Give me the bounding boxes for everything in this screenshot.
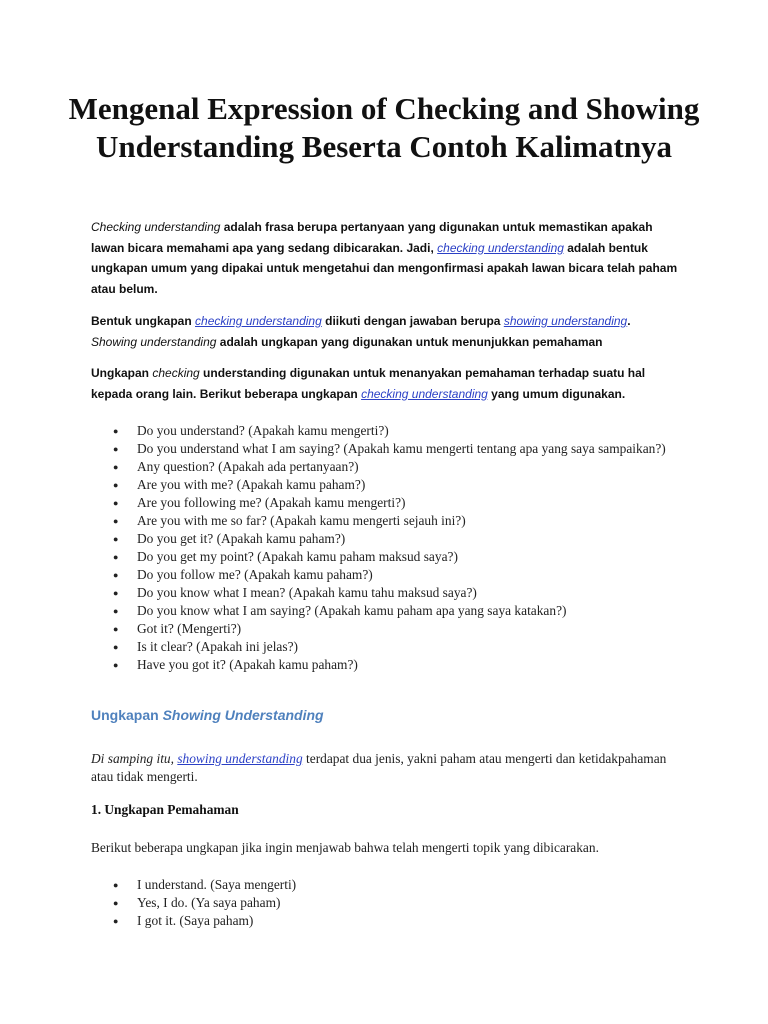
list-item-text: Yes, I do. (Ya saya paham) — [137, 895, 281, 910]
list-item-text: Any question? (Apakah ada pertanyaan?) — [137, 459, 359, 474]
bullet-icon: ● — [113, 660, 119, 670]
form-text: Bentuk ungkapan — [91, 314, 196, 328]
pemahaman-intro: Berikut beberapa ungkapan jika ingin menjawab bahwa telah mengerti topik yang dibicarakan. — [91, 840, 599, 855]
form-paragraph — [91, 311, 681, 352]
list-item-text: Are you following me? (Apakah kamu mengerti?) — [137, 495, 406, 510]
showing-understanding-link-2[interactable]: showing understanding — [177, 751, 303, 766]
bullet-icon: ● — [113, 880, 119, 890]
list-item-text: Do you know what I mean? (Apakah kamu tahu maksud saya?) — [137, 585, 477, 600]
list-item — [91, 548, 671, 566]
types-paragraph — [91, 750, 681, 786]
types-text: Di samping itu, — [91, 751, 178, 766]
bullet-icon: ● — [113, 642, 119, 652]
term-showing-understanding: Showing understanding — [91, 334, 217, 349]
bullet-icon: ● — [113, 498, 119, 508]
list-item — [91, 912, 671, 930]
checking-expressions-list — [91, 422, 671, 674]
list-item — [91, 458, 671, 476]
showing-expressions-list — [91, 876, 671, 930]
usage-text-2: understanding digunakan untuk menanyakan pemahaman terhadap suatu hal kepada orang lain. Berikut beberapa ungkapan — [91, 366, 646, 401]
list-item — [91, 476, 671, 494]
form-text-2: diikuti dengan jawaban berupa — [321, 314, 504, 328]
list-item-text: Do you follow me? (Apakah kamu paham?) — [137, 567, 373, 582]
bullet-icon: ● — [113, 480, 119, 490]
list-item — [91, 512, 671, 530]
bullet-icon: ● — [113, 570, 119, 580]
list-item — [91, 584, 671, 602]
list-item-text: Do you understand? (Apakah kamu mengerti?) — [137, 423, 389, 438]
list-item-text: Are you with me so far? (Apakah kamu mengerti sejauh ini?) — [137, 513, 466, 528]
list-item — [91, 638, 671, 656]
intro-text-end: adalah bentuk ungkapan umum yang dipakai untuk mengetahui dan mengonfirmasi apakah lawan bicara telah paham atau belum. — [91, 240, 678, 296]
bullet-icon: ● — [113, 534, 119, 544]
list-item-text: Do you get it? (Apakah kamu paham?) — [137, 531, 346, 546]
list-item — [91, 656, 671, 674]
list-item-text: Got it? (Mengerti?) — [137, 621, 242, 636]
list-item — [91, 566, 671, 584]
intro-paragraph — [91, 217, 681, 299]
list-item — [91, 602, 671, 620]
bullet-icon: ● — [113, 606, 119, 616]
list-item — [91, 894, 671, 912]
subheading-pemahaman: 1. Ungkapan Pemahaman — [91, 802, 239, 817]
checking-understanding-link-2[interactable]: checking understanding — [195, 314, 322, 328]
list-item-text: I got it. (Saya paham) — [137, 913, 254, 928]
list-item-text: Do you get my point? (Apakah kamu paham maksud saya?) — [137, 549, 458, 564]
term-checking-understanding: Checking understanding — [91, 220, 221, 234]
usage-text: Ungkapan — [91, 366, 153, 380]
form-text-4: adalah ungkapan yang digunakan untuk menunjukkan pemahaman — [216, 334, 603, 349]
list-item — [91, 620, 671, 638]
heading-text: Ungkapan — [91, 707, 163, 723]
usage-text-3: yang umum digunakan. — [487, 386, 626, 401]
list-item-text: Is it clear? (Apakah ini jelas?) — [137, 639, 298, 654]
list-item — [91, 422, 671, 440]
usage-paragraph — [91, 363, 681, 404]
bullet-icon: ● — [113, 516, 119, 526]
list-item-text: Do you know what I am saying? (Apakah kamu paham apa yang saya katakan?) — [137, 603, 567, 618]
types-text-2: terdapat dua jenis, yakni paham atau mengerti dan ketidakpahaman atau tidak mengerti. — [91, 751, 667, 784]
list-item-text: I understand. (Saya mengerti) — [137, 877, 297, 892]
bullet-icon: ● — [113, 588, 119, 598]
bullet-icon: ● — [113, 624, 119, 634]
list-item-text: Are you with me? (Apakah kamu paham?) — [137, 477, 366, 492]
bullet-icon: ● — [113, 444, 119, 454]
list-item-text: Have you got it? (Apakah kamu paham?) — [137, 657, 358, 672]
form-text-3: . — [627, 314, 631, 328]
bullet-icon: ● — [113, 462, 119, 472]
intro-text: adalah frasa berupa pertanyaan yang digunakan untuk memastikan apakah lawan bicara memahami apa yang sedang dibicarakan. Jadi, — [91, 220, 653, 255]
checking-understanding-link[interactable]: checking understanding — [437, 240, 564, 255]
heading-term: Showing Understanding — [162, 707, 324, 723]
section-heading-showing — [91, 707, 324, 723]
page-title: Mengenal Expression of Checking and Showing Understanding Beserta Contoh Kalimatnya — [68, 91, 700, 164]
list-item — [91, 530, 671, 548]
bullet-icon: ● — [113, 552, 119, 562]
checking-understanding-link-3[interactable]: checking understanding — [361, 386, 488, 401]
bullet-icon: ● — [113, 426, 119, 436]
list-item — [91, 440, 671, 458]
list-item — [91, 876, 671, 894]
term-checking: checking — [152, 366, 200, 380]
bullet-icon: ● — [113, 898, 119, 908]
showing-understanding-link[interactable]: showing understanding — [503, 314, 628, 328]
list-item — [91, 494, 671, 512]
bullet-icon: ● — [113, 916, 119, 926]
list-item-text: Do you understand what I am saying? (Apakah kamu mengerti tentang apa yang saya sampaikan?) — [137, 441, 666, 456]
